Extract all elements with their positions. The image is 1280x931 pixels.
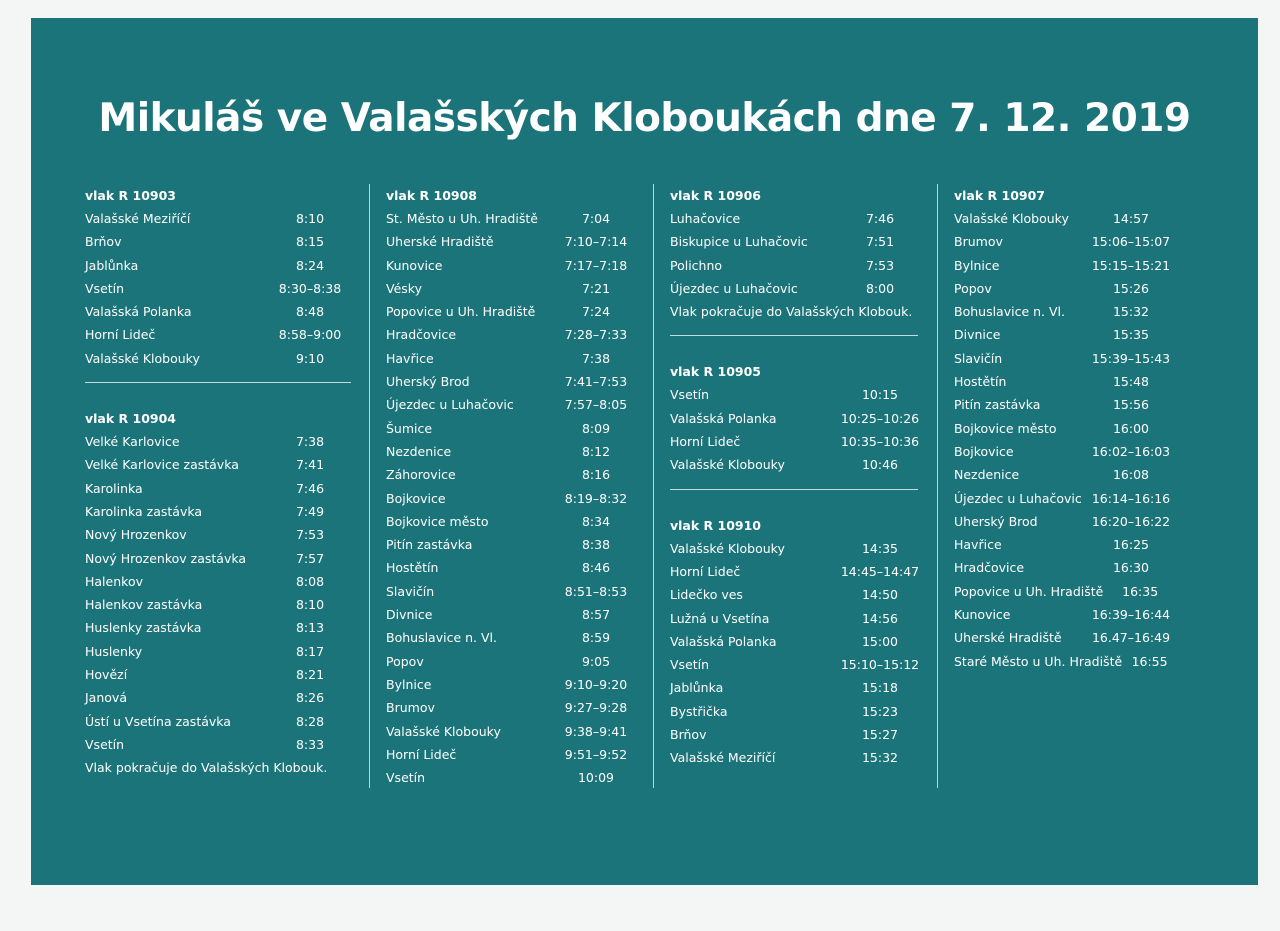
train-number: vlak R 10908 — [386, 188, 477, 203]
train-block — [670, 514, 921, 770]
departure-time: 7:28–7:33 — [564, 327, 628, 343]
departure-time: 8:08 — [295, 573, 325, 589]
timetable-row — [386, 720, 637, 743]
departure-time: 10:35–10:36 — [840, 434, 920, 450]
timetable-row — [85, 207, 351, 230]
station-name: Huslenky — [85, 643, 143, 659]
station-name: Velké Karlovice zastávka — [85, 457, 239, 473]
station-name: Havřice — [386, 350, 434, 366]
station-name: Horní Lideč — [386, 746, 457, 762]
departure-time: 8:46 — [581, 560, 611, 576]
timetable-row — [85, 230, 351, 253]
station-name: Valašské Klobouky — [670, 540, 785, 556]
departure-time: 8:10 — [295, 597, 325, 613]
timetable-row — [386, 626, 637, 649]
station-name: Hradčovice — [954, 560, 1025, 576]
timetable-row — [386, 254, 637, 277]
timetable-row — [954, 487, 1177, 510]
timetable-row — [954, 347, 1177, 370]
timetable-row — [954, 650, 1177, 673]
departure-time: 8:33 — [295, 736, 325, 752]
station-name: Nezdenice — [386, 443, 452, 459]
departure-time: 7:53 — [865, 257, 895, 273]
station-name: Divnice — [386, 607, 433, 623]
departure-time: 7:38 — [581, 350, 611, 366]
timetable-row — [954, 463, 1177, 486]
timetable-row — [670, 537, 921, 560]
departure-time: 8:17 — [295, 643, 325, 659]
timetable-row — [386, 277, 637, 300]
departure-time: 8:34 — [581, 513, 611, 529]
timetable-row — [85, 453, 351, 476]
departure-time: 8:00 — [865, 280, 895, 296]
station-name: Nový Hrozenkov zastávka — [85, 550, 247, 566]
station-name: Uherské Hradiště — [386, 234, 494, 250]
timetable-row — [386, 603, 637, 626]
departure-time: 9:05 — [581, 653, 611, 669]
departure-time: 8:59 — [581, 630, 611, 646]
departure-time: 16:35 — [1122, 583, 1159, 599]
station-name: Vésky — [386, 280, 422, 296]
timetable-row — [670, 453, 921, 476]
station-name: Šumice — [386, 420, 433, 436]
timetable-row — [386, 556, 637, 579]
timetable-row — [85, 430, 351, 453]
departure-time: 7:49 — [295, 503, 325, 519]
timetable-row — [85, 616, 351, 639]
train-block — [670, 360, 921, 476]
station-name: Horní Lideč — [670, 434, 741, 450]
timetable-row — [954, 440, 1177, 463]
timetable-row — [85, 300, 351, 323]
station-name: Nový Hrozenkov — [85, 527, 187, 543]
station-name: Popovice u Uh. Hradiště — [954, 583, 1104, 599]
station-name: Bohuslavice n. Vl. — [386, 630, 497, 646]
timetable-row — [386, 487, 637, 510]
departure-time: 15:23 — [861, 703, 899, 719]
timetable-row — [954, 417, 1177, 440]
station-name: Vsetín — [386, 770, 426, 786]
departure-time: 10:46 — [861, 457, 899, 473]
timetable-row — [386, 323, 637, 346]
timetable-row — [670, 723, 921, 746]
station-name: Brumov — [954, 234, 1003, 250]
departure-time: 9:27–9:28 — [564, 700, 628, 716]
departure-time: 16:00 — [1112, 420, 1150, 436]
departure-time: 7:53 — [295, 527, 325, 543]
departure-time: 15:15–15:21 — [1091, 257, 1171, 273]
departure-time: 8:48 — [295, 304, 325, 320]
station-name: Biskupice u Luhačovic — [670, 234, 808, 250]
train-number: vlak R 10910 — [670, 517, 761, 533]
departure-time: 8:30–8:38 — [278, 280, 342, 296]
station-name: Újezdec u Luhačovic — [670, 280, 798, 296]
timetable-row — [85, 686, 351, 709]
departure-time: 16:30 — [1112, 560, 1150, 576]
station-name: Uherský Brod — [954, 513, 1038, 529]
timetable-row — [954, 603, 1177, 626]
station-name: Záhorovice — [386, 467, 456, 483]
station-name: Uherský Brod — [386, 374, 470, 390]
timetable-poster — [31, 18, 1258, 885]
station-name: Kunovice — [386, 257, 443, 273]
station-name: Brňov — [85, 234, 122, 250]
train-block — [670, 184, 921, 323]
timetable-row — [954, 370, 1177, 393]
timetable-row — [85, 733, 351, 756]
train-number: vlak R 10903 — [85, 188, 176, 203]
departure-time: 7:38 — [295, 434, 325, 450]
departure-time: 16:55 — [1131, 653, 1168, 669]
departure-time: 8:21 — [295, 667, 325, 683]
departure-time: 8:09 — [581, 420, 611, 436]
departure-time: 7:57 — [295, 550, 325, 566]
departure-time: 8:13 — [295, 620, 325, 636]
departure-time: 8:38 — [581, 537, 611, 553]
station-name: Staré Město u Uh. Hradiště — [954, 653, 1123, 669]
departure-time: 7:46 — [865, 211, 895, 226]
timetable-row — [85, 663, 351, 686]
station-name: Havřice — [954, 537, 1002, 553]
station-name: Halenkov — [85, 573, 143, 589]
timetable-row — [85, 570, 351, 593]
station-name: Popovice u Uh. Hradiště — [386, 304, 536, 320]
departure-time: 15:32 — [861, 750, 899, 766]
station-name: Horní Lideč — [85, 327, 156, 343]
station-name: Vsetín — [85, 736, 125, 752]
departure-time: 16.47–16:49 — [1091, 630, 1171, 646]
timetable-row — [954, 393, 1177, 416]
train-number: vlak R 10906 — [670, 188, 761, 203]
station-name: Horní Lideč — [670, 563, 741, 579]
departure-time: 7:41–7:53 — [564, 374, 628, 390]
timetable-row — [386, 393, 637, 416]
departure-time: 7:51 — [865, 234, 895, 250]
timetable-column — [937, 184, 1177, 788]
station-name: Ústí u Vsetína zastávka — [85, 713, 231, 729]
station-name: Popov — [954, 280, 992, 296]
station-name: Uherské Hradiště — [954, 630, 1062, 646]
departure-time: 14:45–14:47 — [840, 563, 920, 579]
train-number: vlak R 10905 — [670, 364, 761, 380]
departure-time: 8:16 — [581, 467, 611, 483]
timetable-row — [670, 383, 921, 406]
station-name: Luhačovice — [670, 211, 741, 226]
station-name: Hostětín — [386, 560, 439, 576]
station-name: Divnice — [954, 327, 1001, 343]
station-name: Polichno — [670, 257, 723, 273]
departure-time: 16:25 — [1112, 537, 1150, 553]
departure-time: 9:10–9:20 — [564, 676, 628, 692]
timetable-row — [386, 580, 637, 603]
departure-time: 15:56 — [1112, 397, 1150, 413]
timetable-row — [85, 477, 351, 500]
train-block — [954, 184, 1177, 673]
station-name: Bojkovice město — [954, 420, 1057, 436]
departure-time: 7:21 — [581, 280, 611, 296]
departure-time: 8:58–9:00 — [278, 327, 342, 343]
departure-time: 7:10–7:14 — [564, 234, 628, 250]
timetable-row — [954, 230, 1177, 253]
departure-time: 15:32 — [1112, 304, 1150, 320]
timetable-row — [386, 417, 637, 440]
timetable-column — [369, 184, 637, 788]
station-name: Valašská Polanka — [85, 304, 192, 320]
departure-time: 14:57 — [1112, 211, 1150, 226]
departure-time: 8:28 — [295, 713, 325, 729]
timetable-row — [85, 710, 351, 733]
timetable-row — [670, 746, 921, 769]
timetable-row — [85, 347, 351, 370]
station-name: Brumov — [386, 700, 435, 716]
station-name: Újezdec u Luhačovic — [954, 490, 1082, 506]
departure-time: 15:48 — [1112, 374, 1150, 390]
departure-time: 7:46 — [295, 480, 325, 496]
station-name: Karolinka — [85, 480, 143, 496]
train-block — [85, 407, 351, 779]
timetable-row — [85, 323, 351, 346]
timetable-row — [954, 277, 1177, 300]
station-name: Lidečko ves — [670, 587, 743, 603]
departure-time: 15:35 — [1112, 327, 1150, 343]
station-name: Hostětín — [954, 374, 1007, 390]
continuation-note: Vlak pokračuje do Valašských Klobouk. — [85, 760, 328, 776]
station-name: Pitín zastávka — [386, 537, 473, 553]
station-name: Janová — [85, 690, 127, 706]
timetable-row — [954, 626, 1177, 649]
departure-time: 9:38–9:41 — [564, 723, 628, 739]
station-name: Valašské Klobouky — [670, 457, 785, 473]
timetable-row — [386, 347, 637, 370]
timetable-row — [386, 696, 637, 719]
station-name: Bystřička — [670, 703, 728, 719]
departure-time: 10:09 — [577, 770, 615, 786]
station-name: Kunovice — [954, 607, 1011, 623]
departure-time: 7:24 — [581, 304, 611, 320]
station-name: Popov — [386, 653, 424, 669]
station-name: Bohuslavice n. Vl. — [954, 304, 1065, 320]
departure-time: 16:14–16:16 — [1091, 490, 1171, 506]
station-name: Valašské Klobouky — [954, 211, 1069, 226]
station-name: Bylnice — [386, 676, 432, 692]
timetable-row — [85, 640, 351, 663]
departure-time: 8:26 — [295, 690, 325, 706]
station-name: Hovězí — [85, 667, 128, 683]
continuation-note: Vlak pokračuje do Valašských Klobouk. — [670, 304, 913, 320]
timetable-row — [954, 510, 1177, 533]
station-name: Valašská Polanka — [670, 633, 777, 649]
station-name: Bojkovice — [954, 443, 1014, 459]
station-name: Slavičín — [386, 583, 435, 599]
timetable-row — [386, 533, 637, 556]
timetable-row — [386, 440, 637, 463]
departure-time: 9:10 — [295, 350, 325, 366]
departure-time: 7:57–8:05 — [564, 397, 628, 413]
timetable-row — [85, 500, 351, 523]
station-name: Vsetín — [670, 387, 710, 403]
departure-time: 10:15 — [861, 387, 899, 403]
station-name: St. Město u Uh. Hradiště — [386, 211, 538, 226]
timetable-row — [670, 277, 921, 300]
departure-time: 15:06–15:07 — [1091, 234, 1171, 250]
station-name: Vsetín — [85, 280, 125, 296]
timetable-row — [954, 556, 1177, 579]
station-name: Bojkovice město — [386, 513, 489, 529]
station-name: Slavičín — [954, 350, 1003, 366]
timetable-row — [670, 583, 921, 606]
timetable-row — [670, 230, 921, 253]
departure-time: 14:35 — [861, 540, 899, 556]
departure-time: 15:18 — [861, 680, 899, 696]
station-name: Bojkovice — [386, 490, 446, 506]
timetable-row — [386, 463, 637, 486]
departure-time: 8:24 — [295, 257, 325, 273]
timetable-row — [386, 673, 637, 696]
timetable-row — [670, 207, 921, 230]
station-name: Karolinka zastávka — [85, 503, 203, 519]
timetable-row — [85, 547, 351, 570]
timetable-row — [386, 207, 637, 230]
departure-time: 8:15 — [295, 234, 325, 250]
station-name: Pitín zastávka — [954, 397, 1041, 413]
train-number: vlak R 10904 — [85, 411, 176, 427]
train-block — [386, 184, 637, 789]
departure-time: 7:04 — [581, 211, 611, 226]
station-name: Valašské Klobouky — [386, 723, 501, 739]
timetable-row — [386, 743, 637, 766]
timetable-row — [670, 407, 921, 430]
station-name: Valašská Polanka — [670, 410, 777, 426]
station-name: Jablůnka — [85, 257, 139, 273]
timetable-row — [85, 523, 351, 546]
departure-time: 15:10–15:12 — [840, 657, 920, 673]
poster-title: Mikuláš ve Valašských Kloboukách dne 7. 12. 2019 — [98, 96, 1191, 141]
station-name: Vsetín — [670, 657, 710, 673]
departure-time: 10:25–10:26 — [840, 410, 920, 426]
timetable-row — [386, 510, 637, 533]
departure-time: 8:10 — [295, 211, 325, 226]
train-block — [85, 184, 351, 370]
timetable-row — [670, 676, 921, 699]
station-name: Velké Karlovice — [85, 434, 180, 450]
timetable-row — [670, 560, 921, 583]
station-name: Bylnice — [954, 257, 1000, 273]
station-name: Lužná u Vsetína — [670, 610, 770, 626]
departure-time: 7:41 — [295, 457, 325, 473]
timetable-row — [954, 533, 1177, 556]
departure-time: 7:17–7:18 — [564, 257, 628, 273]
departure-time: 8:19–8:32 — [564, 490, 628, 506]
station-name: Hradčovice — [386, 327, 457, 343]
timetable-column — [653, 184, 921, 788]
timetable-row — [670, 630, 921, 653]
timetable-row — [386, 766, 637, 789]
departure-time: 16:20–16:22 — [1091, 513, 1171, 529]
timetable-row — [670, 700, 921, 723]
timetable-row — [954, 300, 1177, 323]
departure-time: 14:50 — [861, 587, 899, 603]
timetable-row — [85, 593, 351, 616]
departure-time: 8:51–8:53 — [564, 583, 628, 599]
timetable-row — [670, 653, 921, 676]
timetable-row — [386, 230, 637, 253]
timetable-row — [670, 607, 921, 630]
departure-time: 15:27 — [861, 727, 899, 743]
timetable-column — [85, 184, 351, 788]
timetable-row — [85, 254, 351, 277]
timetable-row — [954, 580, 1177, 603]
timetable-row — [85, 277, 351, 300]
station-name: Valašské Meziříčí — [670, 750, 776, 766]
station-name: Nezdenice — [954, 467, 1020, 483]
departure-time: 8:12 — [581, 443, 611, 459]
train-number: vlak R 10907 — [954, 188, 1045, 203]
timetable-row — [386, 370, 637, 393]
timetable-row — [386, 300, 637, 323]
timetable-row — [670, 430, 921, 453]
departure-time: 16:39–16:44 — [1091, 607, 1171, 623]
departure-time: 16:08 — [1112, 467, 1150, 483]
departure-time: 15:26 — [1112, 280, 1150, 296]
station-name: Huslenky zastávka — [85, 620, 202, 636]
station-name: Halenkov zastávka — [85, 597, 203, 613]
departure-time: 15:39–15:43 — [1091, 350, 1171, 366]
station-name: Újezdec u Luhačovic — [386, 397, 514, 413]
station-name: Brňov — [670, 727, 707, 743]
timetable-columns — [85, 184, 1171, 788]
timetable-row — [386, 650, 637, 673]
departure-time: 16:02–16:03 — [1091, 443, 1171, 459]
departure-time: 14:56 — [861, 610, 899, 626]
departure-time: 9:51–9:52 — [564, 746, 628, 762]
timetable-row — [670, 254, 921, 277]
timetable-row — [954, 254, 1177, 277]
timetable-row — [954, 323, 1177, 346]
timetable-row — [954, 207, 1177, 230]
departure-time: 15:00 — [861, 633, 899, 649]
station-name: Jablůnka — [670, 680, 724, 696]
departure-time: 8:57 — [581, 607, 611, 623]
station-name: Valašské Meziříčí — [85, 211, 191, 226]
station-name: Valašské Klobouky — [85, 350, 200, 366]
